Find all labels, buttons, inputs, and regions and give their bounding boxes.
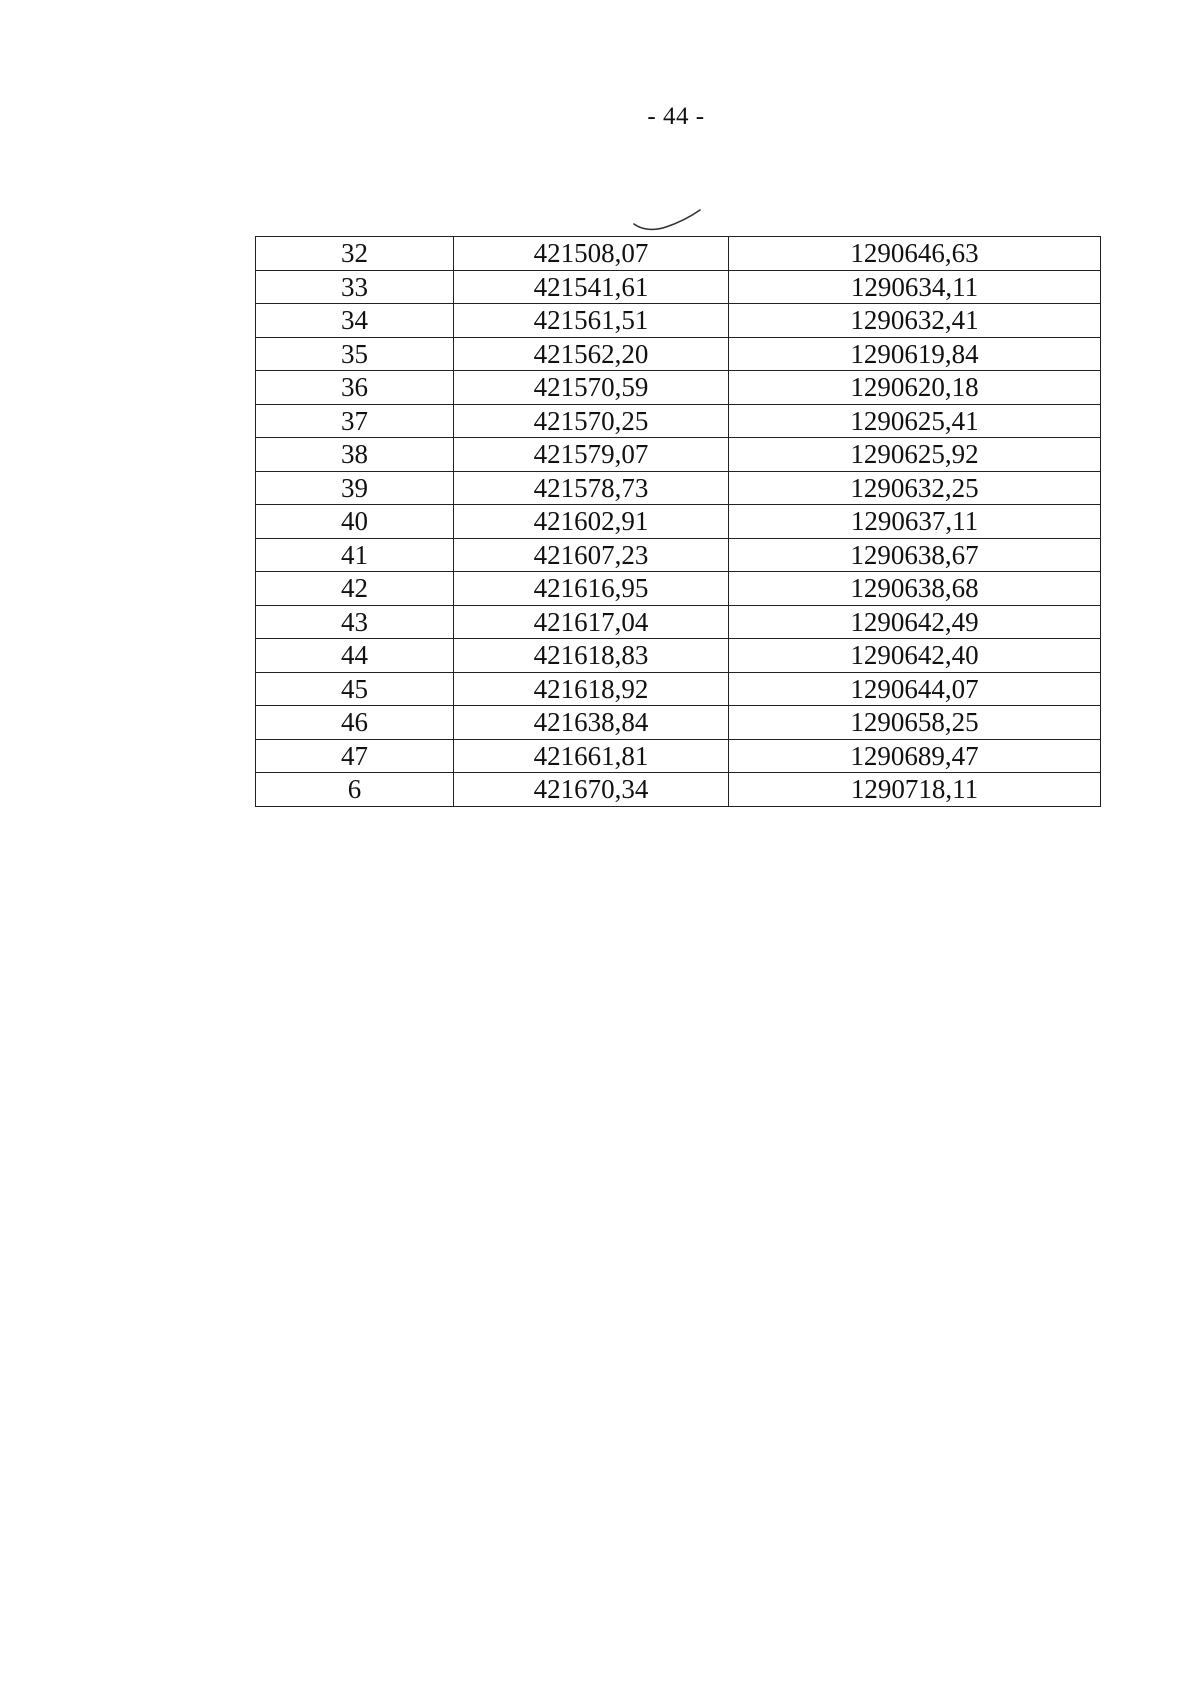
point-number-cell: 47 [256, 739, 454, 773]
point-number-cell: 38 [256, 438, 454, 472]
x-coordinate-cell: 421508,07 [454, 237, 729, 271]
table-row [256, 572, 1101, 606]
point-number-cell: 33 [256, 270, 454, 304]
table-row [256, 706, 1101, 740]
y-coordinate-cell: 1290642,40 [729, 639, 1101, 673]
y-coordinate-cell: 1290619,84 [729, 337, 1101, 371]
x-coordinate-cell: 421562,20 [454, 337, 729, 371]
x-coordinate-cell: 421607,23 [454, 538, 729, 572]
x-coordinate-cell: 421578,73 [454, 471, 729, 505]
point-number-cell: 32 [256, 237, 454, 271]
point-number-cell: 35 [256, 337, 454, 371]
y-coordinate-cell: 1290638,68 [729, 572, 1101, 606]
x-coordinate-cell: 421561,51 [454, 304, 729, 338]
x-coordinate-cell: 421638,84 [454, 706, 729, 740]
point-number-cell: 6 [256, 773, 454, 807]
point-number-cell: 37 [256, 404, 454, 438]
x-coordinate-cell: 421570,59 [454, 371, 729, 405]
table-row [256, 773, 1101, 807]
point-number-cell: 36 [256, 371, 454, 405]
table-row [256, 304, 1101, 338]
y-coordinate-cell: 1290646,63 [729, 237, 1101, 271]
y-coordinate-cell: 1290718,11 [729, 773, 1101, 807]
x-coordinate-cell: 421618,92 [454, 672, 729, 706]
point-number-cell: 45 [256, 672, 454, 706]
table-row [256, 371, 1101, 405]
table-row [256, 538, 1101, 572]
x-coordinate-cell: 421617,04 [454, 605, 729, 639]
y-coordinate-cell: 1290632,25 [729, 471, 1101, 505]
table-row [256, 438, 1101, 472]
table-row [256, 739, 1101, 773]
table-row [256, 270, 1101, 304]
page-number: - 44 - [647, 103, 705, 130]
point-number-cell: 42 [256, 572, 454, 606]
y-coordinate-cell: 1290658,25 [729, 706, 1101, 740]
handwritten-checkmark [632, 207, 712, 237]
y-coordinate-cell: 1290625,92 [729, 438, 1101, 472]
table-row [256, 337, 1101, 371]
point-number-cell: 46 [256, 706, 454, 740]
point-number-cell: 43 [256, 605, 454, 639]
point-number-cell: 44 [256, 639, 454, 673]
x-coordinate-cell: 421670,34 [454, 773, 729, 807]
table-row [256, 237, 1101, 271]
y-coordinate-cell: 1290632,41 [729, 304, 1101, 338]
point-number-cell: 41 [256, 538, 454, 572]
x-coordinate-cell: 421579,07 [454, 438, 729, 472]
x-coordinate-cell: 421541,61 [454, 270, 729, 304]
x-coordinate-cell: 421616,95 [454, 572, 729, 606]
y-coordinate-cell: 1290642,49 [729, 605, 1101, 639]
y-coordinate-cell: 1290634,11 [729, 270, 1101, 304]
y-coordinate-cell: 1290625,41 [729, 404, 1101, 438]
table-row [256, 505, 1101, 539]
y-coordinate-cell: 1290637,11 [729, 505, 1101, 539]
y-coordinate-cell: 1290620,18 [729, 371, 1101, 405]
x-coordinate-cell: 421602,91 [454, 505, 729, 539]
point-number-cell: 40 [256, 505, 454, 539]
table-row [256, 672, 1101, 706]
x-coordinate-cell: 421618,83 [454, 639, 729, 673]
table-row [256, 404, 1101, 438]
table-row [256, 471, 1101, 505]
y-coordinate-cell: 1290689,47 [729, 739, 1101, 773]
y-coordinate-cell: 1290638,67 [729, 538, 1101, 572]
point-number-cell: 39 [256, 471, 454, 505]
table-row [256, 605, 1101, 639]
y-coordinate-cell: 1290644,07 [729, 672, 1101, 706]
table-row [256, 639, 1101, 673]
point-number-cell: 34 [256, 304, 454, 338]
coordinates-table [255, 236, 1101, 807]
x-coordinate-cell: 421570,25 [454, 404, 729, 438]
x-coordinate-cell: 421661,81 [454, 739, 729, 773]
